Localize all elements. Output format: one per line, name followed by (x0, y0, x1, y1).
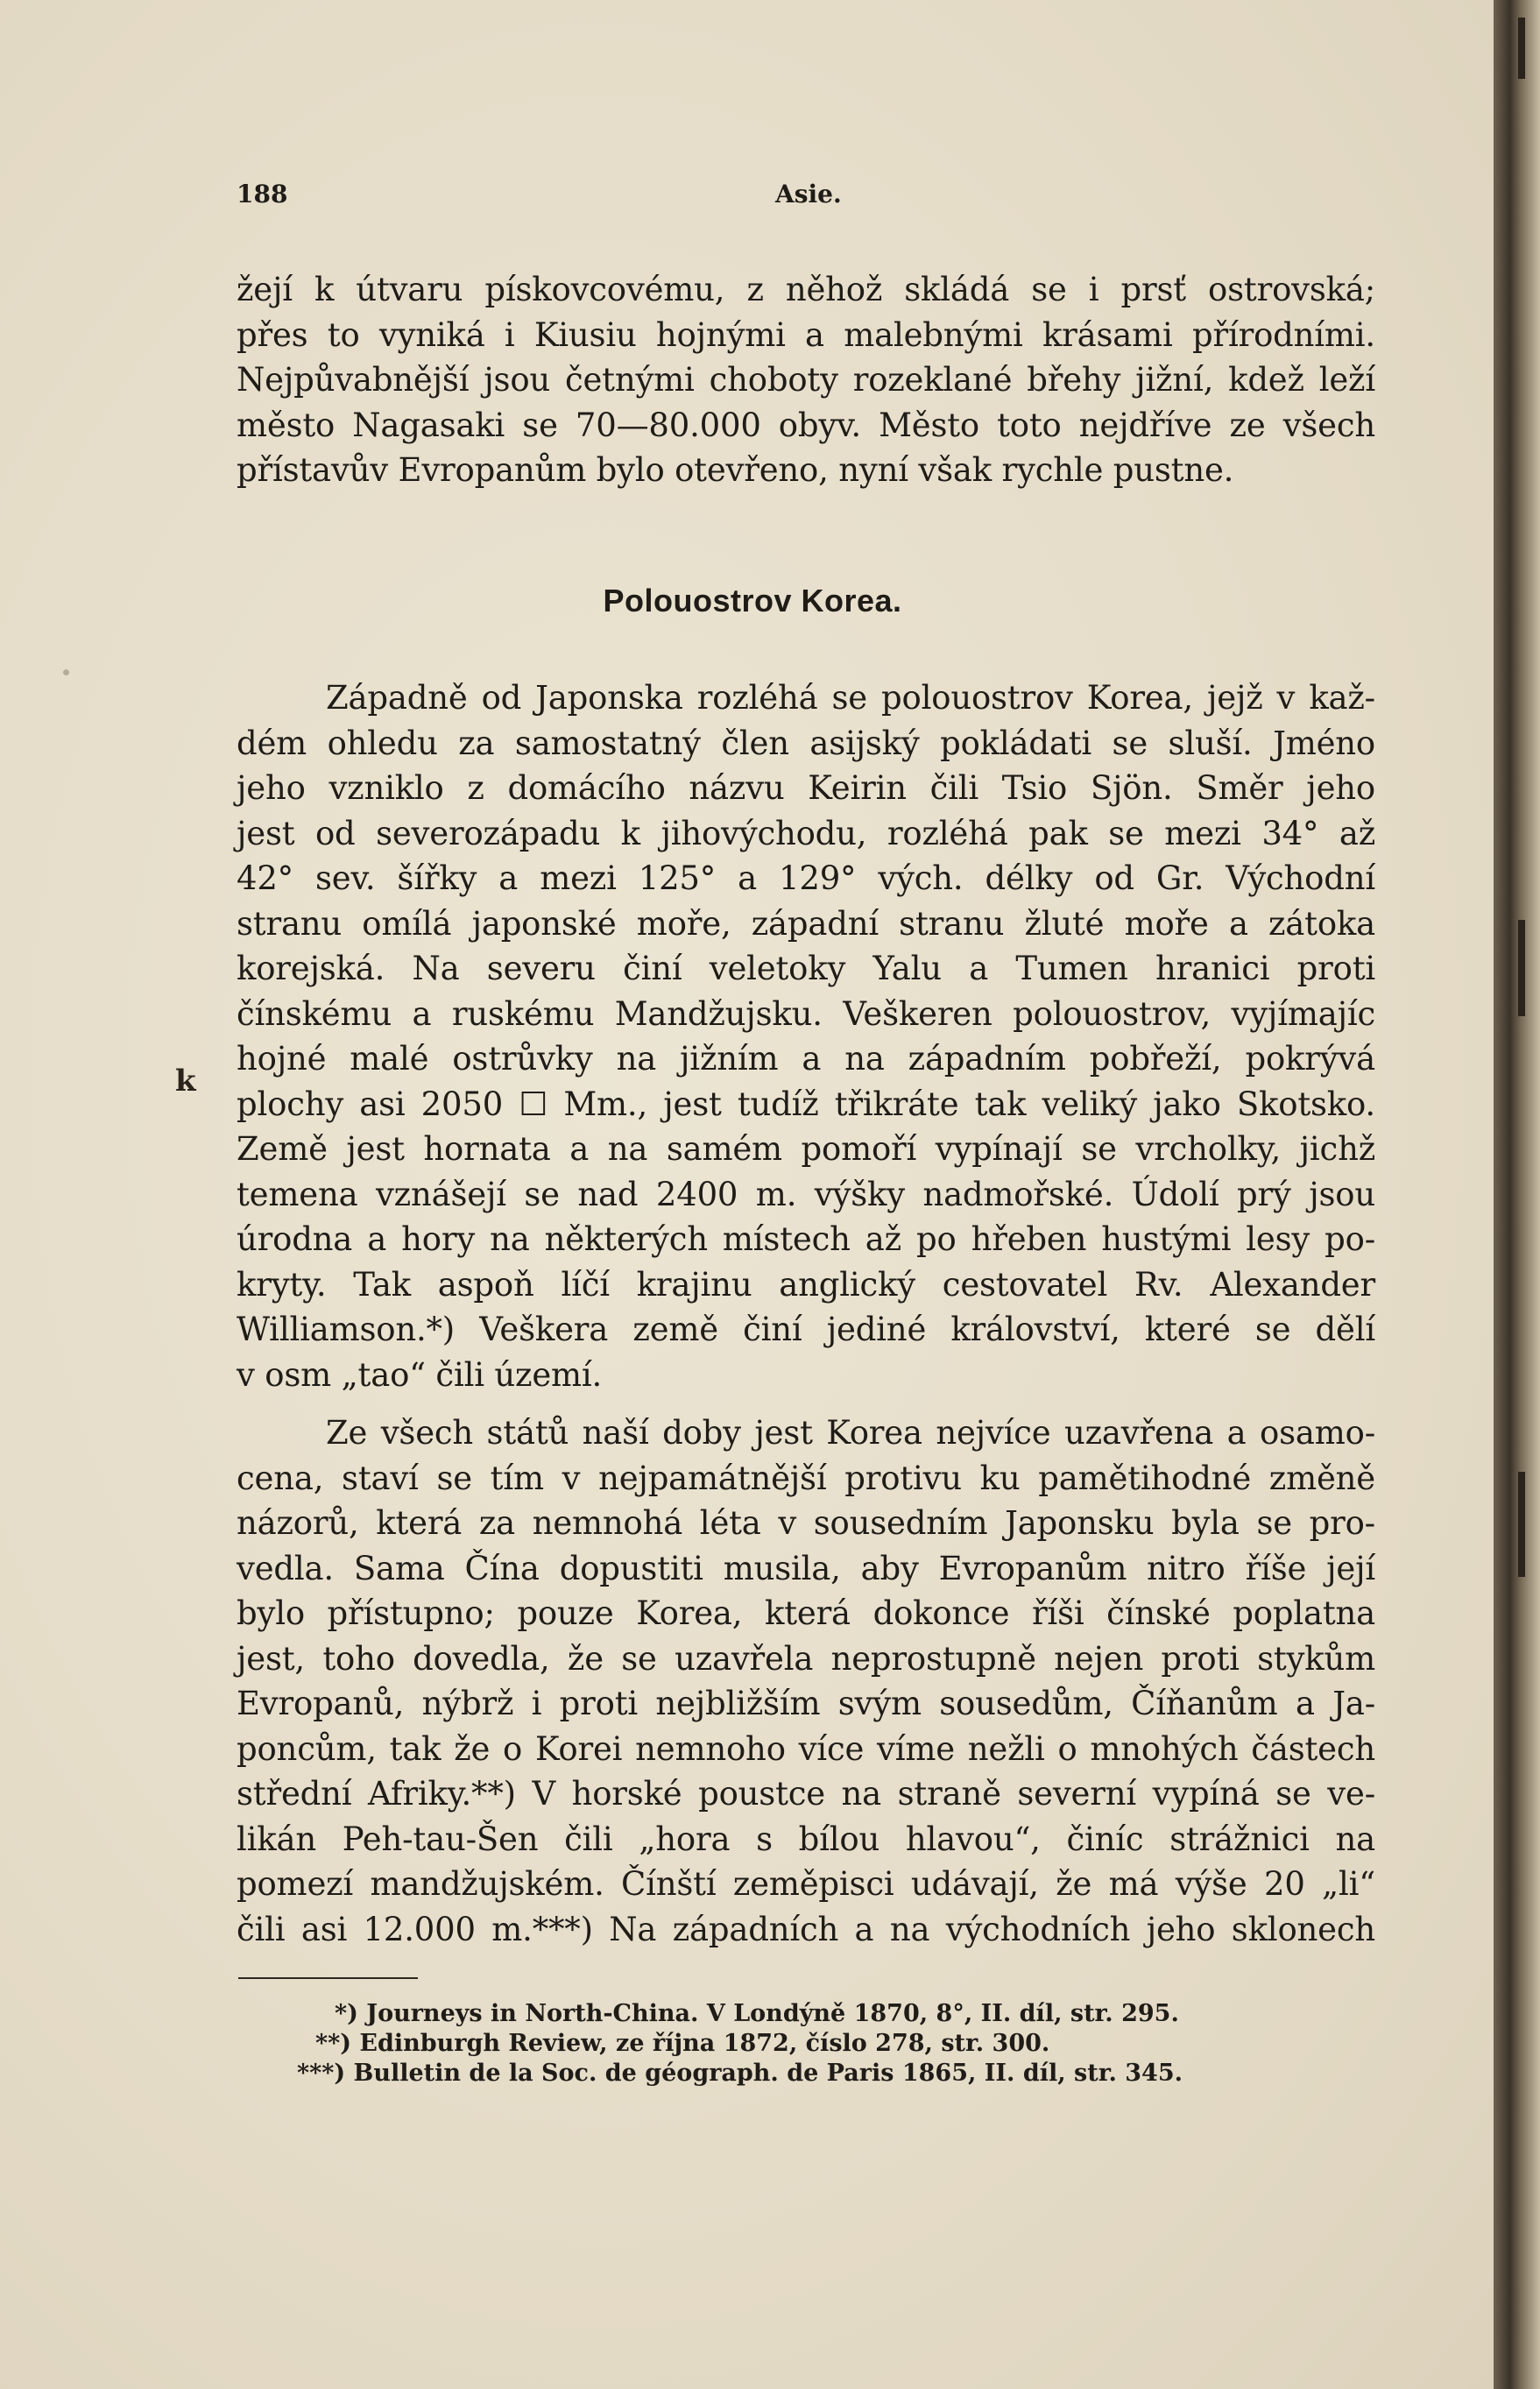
gutter-mark (1518, 920, 1525, 1016)
text-line: jeho vzniklo z domácího názvu Keirin čili Tsio Sjön. Směr jeho (237, 769, 1375, 807)
running-head: Asie. (775, 180, 842, 209)
text-line: Ze všech států naší doby jest Korea nejvíce uzavřena a osamo- (326, 1414, 1375, 1452)
gutter-mark (1518, 18, 1525, 79)
text-line: názorů, která za nemnohá léta v sousedním Japonsku byla se pro- (237, 1504, 1375, 1542)
text-line: stranu omílá japonské moře, západní stranu žluté moře a zátoka (237, 904, 1375, 943)
page-header (237, 180, 1375, 215)
text-line: přístavův Evropanům bylo otevřeno, nyní však rychle pustne. (237, 451, 1234, 489)
text-line: bylo přístupno; pouze Korea, která dokonce říši čínské poplatna (237, 1594, 1375, 1632)
text-line: kryty. Tak aspoň líčí krajinu anglický cestovatel Rv. Alexander (237, 1265, 1375, 1304)
page-number: 188 (237, 180, 288, 209)
footnote: ***) Bulletin de la Soc. de géograph. de Paris 1865, II. díl, str. 345. (297, 2060, 1183, 2087)
footnote: *) Journeys in North-China. V Londýně 1870, 8°, II. díl, str. 295. (335, 2000, 1179, 2027)
text-line: plochy asi 2050 ☐ Mm., jest tudíž třikráte tak veliký jako Skotsko. (237, 1085, 1375, 1123)
text-line: hojné malé ostrůvky na jižním a na západním pobřeží, pokrývá (237, 1040, 1375, 1078)
text-line: Nejpůvabnější jsou četnými choboty rozeklané břehy jižní, kdež leží (237, 361, 1375, 399)
footnote: **) Edinburgh Review, ze října 1872, číslo 278, str. 300. (315, 2030, 1050, 2057)
text-line: čínskému a ruskému Mandžujsku. Veškeren polouostrov, vyjímajíc (237, 994, 1375, 1033)
text-line: město Nagasaki se 70—80.000 obyv. Město toto nejdříve ze všech (237, 406, 1375, 444)
text-line: Evropanů, nýbrž i proti nejbližším svým sousedům, Číňanům a Ja- (237, 1685, 1375, 1722)
text-line: jest, toho dovedla, že se uzavřela neprostupně nejen proti stykům (237, 1639, 1375, 1678)
text-line: žejí k útvaru pískovcovému, z něhož skládá se i prsť ostrovská; (237, 271, 1375, 308)
text-line: čili asi 12.000 m.***) Na západních a na východních jeho sklonech (237, 1910, 1375, 1948)
text-line: likán Peh-tau-Šen čili „hora s bílou hlavou“, činíc strážnici na (237, 1820, 1375, 1858)
paper-blemish (63, 669, 69, 675)
text-line: vedla. Sama Čína dopustiti musila, aby Evropanům nitro říše její (237, 1549, 1375, 1587)
text-line: cena, staví se tím v nejpamátnější protivu ku pamětihodné změně (237, 1459, 1375, 1497)
text-line: v osm „tao“ čili území. (237, 1355, 603, 1394)
text-line: 42° sev. šířky a mezi 125° a 129° vých. délky od Gr. Východní (237, 859, 1375, 897)
paragraph-korea-geography (237, 675, 1375, 1397)
paragraph-korea-isolation (237, 1410, 1375, 1952)
text-line: přes to vyniká i Kiusiu hojnými a malebnými krásami přírodními. (237, 315, 1375, 354)
text-line: střední Afriky.**) V horské poustce na straně severní vypíná se ve- (237, 1775, 1375, 1813)
text-line: úrodna a hory na některých místech až po hřeben hustými lesy po- (237, 1220, 1375, 1258)
text-line: korejská. Na severu činí veletoky Yalu a Tumen hranici proti (237, 950, 1375, 987)
text-line: jest od severozápadu k jihovýchodu, rozléhá pak se mezi 34° až (237, 814, 1375, 852)
text-line: Williamson.*) Veškera země činí jediné království, které se dělí (237, 1311, 1375, 1348)
text-line: Země jest hornata a na samém pomoří vypínají se vrcholky, jichž (237, 1130, 1375, 1168)
text-line: dém ohledu za samostatný člen asijský pokládati se sluší. Jméno (237, 724, 1375, 762)
book-gutter (1494, 0, 1540, 2389)
text-line: Západně od Japonska rozléhá se polouostrov Korea, jejž v kaž- (326, 679, 1375, 717)
section-heading: Polouostrov Korea. (603, 583, 902, 618)
text-line: pomezí mandžujském. Čínští zeměpisci udávají, že má výše 20 „li“ (237, 1865, 1375, 1903)
text-line: poncům, tak že o Korei nemnoho více víme nežli o mnohých částech (237, 1729, 1375, 1768)
gutter-mark (1518, 1472, 1525, 1577)
footnote-rule (238, 1977, 418, 1979)
margin-annotation: k (175, 1064, 196, 1099)
text-line: temena vznášejí se nad 2400 m. výšky nadmořské. Údolí prý jsou (237, 1175, 1375, 1213)
section-intro-text (237, 267, 1375, 493)
